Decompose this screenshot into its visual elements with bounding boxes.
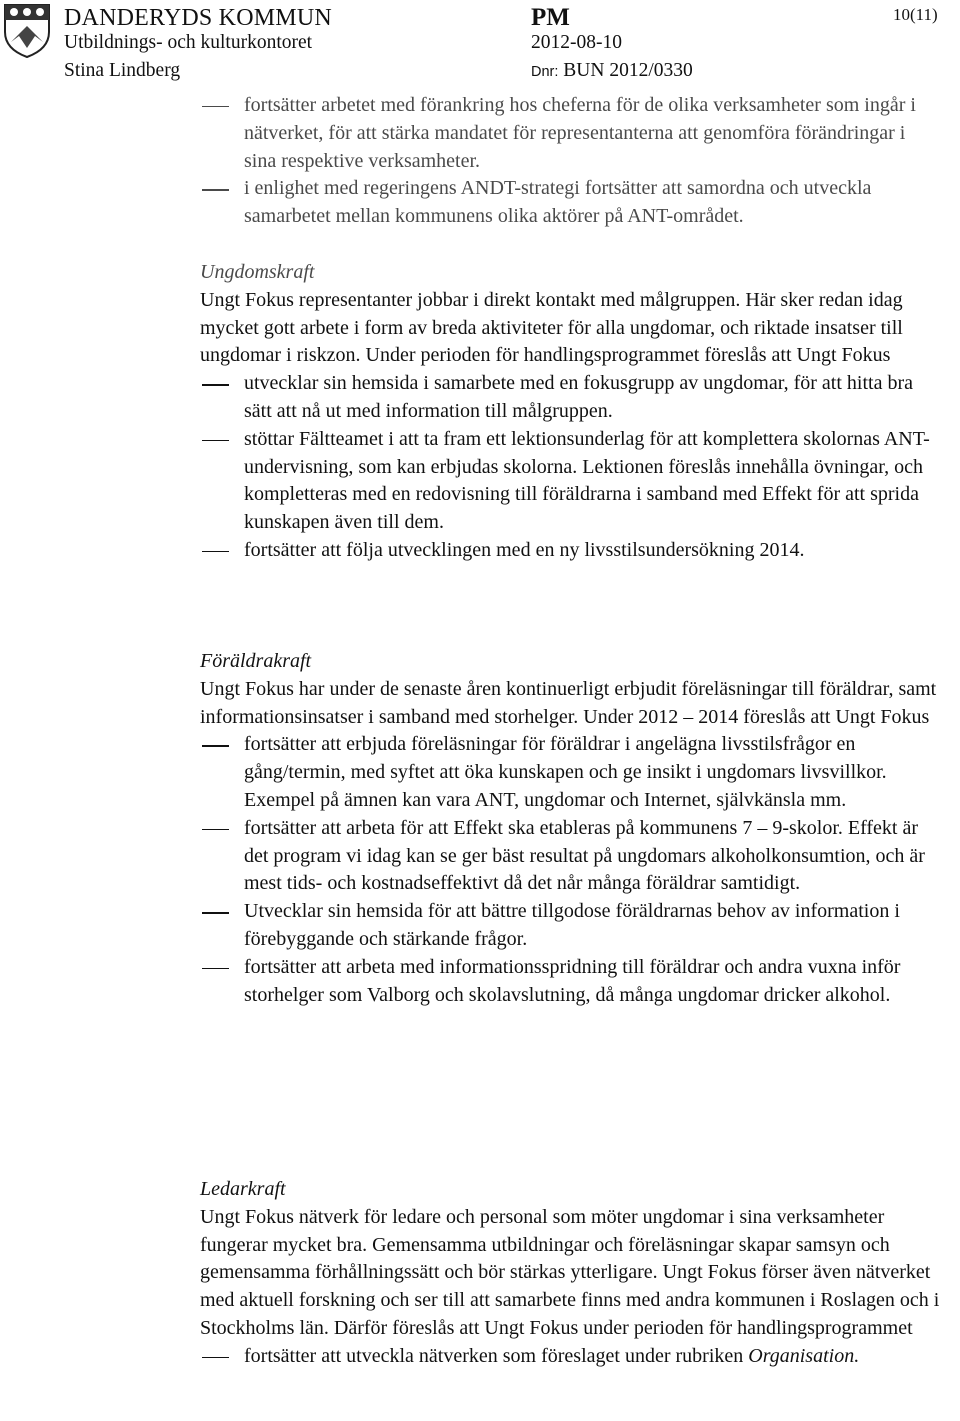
list-item: fortsätter att arbeta med informationsspridning till föräldrar och andra vuxna inför storhelger som Valborg och skolavslutning, då många ungdomar dricker alkohol.	[244, 954, 940, 1010]
list-item: Utvecklar sin hemsida för att bättre tillgodose föräldrarnas behov av information i förebyggande och stärkande frågor.	[244, 898, 940, 954]
ledarkraft-heading: Ledarkraft	[200, 1178, 286, 1200]
diary-number	[531, 61, 693, 81]
ledarkraft-bullet-text: fortsätter att utveckla nätverken som föreslaget under rubriken	[244, 1344, 749, 1367]
ungdomskraft-heading: Ungdomskraft	[200, 261, 315, 283]
page-number: 10(11)	[893, 5, 938, 24]
coat-of-arms-icon	[2, 2, 52, 58]
top-bullet-list	[200, 92, 940, 231]
list-item: utvecklar sin hemsida i samarbete med en fokusgrupp av ungdomar, för att hitta bra sätt att nå ut med information till målgruppen.	[244, 370, 940, 426]
organisation-reference: Organisation.	[748, 1344, 860, 1367]
foraldrakraft-section	[200, 648, 940, 1009]
list-item: fortsätter att arbeta för att Effekt ska etableras på kommunens 7 – 9-skolor. Effekt är det program vi idag kan se ger bäst resultat på ungdomars alkoholkonsumtion, och är mest tids- och kostnadseffektivt då det når många föräldrar samtidigt.	[244, 815, 940, 898]
list-item: fortsätter att erbjuda föreläsningar för föräldrar i angelägna livsstilsfrågor en gång/termin, med syftet att öka kunskapen och ge insikt i ungdomars livsvillkor. Exempel på ämnen kan vara ANT, ungdomar och Internet, självkänsla mm.	[244, 731, 940, 814]
list-item: fortsätter arbetet med förankring hos cheferna för de olika verksamheter som ingår i nätverket, för att stärka mandatet för representanterna att genomföra förändringar i sina respektive verksamheter.	[244, 92, 940, 175]
foraldrakraft-intro: Ungt Fokus har under de senaste åren kontinuerligt erbjudit föreläsningar till föräldrar, samt informationsinsatser i samband med storhelger. Under 2012 – 2014 föreslås att Ungt Fokus	[200, 677, 937, 728]
list-item	[244, 1343, 940, 1371]
top-bullet-block	[200, 92, 940, 231]
foraldrakraft-bullets	[200, 731, 940, 1009]
foraldrakraft-heading: Föräldrakraft	[200, 650, 312, 672]
doc-date: 2012-08-10	[531, 32, 622, 53]
ungdomskraft-bullets	[200, 370, 940, 565]
ledarkraft-section	[200, 1176, 940, 1371]
ledarkraft-intro: Ungt Fokus nätverk för ledare och personal som möter ungdomar i sina verksamheter fungerar mycket bra. Gemensamma utbildningar och föreläsningar skapar samsyn och gemensamma förhållningssätt och bör stärkas ytterligare. Ungt Fokus förser även nätverket med aktuell forskning och ser till att samarbete finns med andra kommunen i Roslagen och i Stockholms län. Därför föreslås att Ungt Fokus under perioden för handlingsprogrammet	[200, 1205, 940, 1339]
list-item: stöttar Fältteamet i att ta fram ett lektionsunderlag för att komplettera skolornas ANT-undervisning, som kan erbjudas skolorna. Lektionen föreslås innehålla övningar, och kompletteras med en redovisning till föräldrarna i samband med Effekt för att sprida kunskapen även till dem.	[244, 426, 940, 537]
ungdomskraft-intro: Ungt Fokus representanter jobbar i direkt kontakt med målgruppen. Här sker redan idag mycket gott arbete i form av breda aktiviteter för alla ungdomar, och riktade insatser till ungdomar i riskzon. Under perioden för handlingsprogrammet föreslås att Ungt Fokus	[200, 288, 903, 367]
ledarkraft-bullets	[200, 1343, 940, 1371]
doc-type: PM	[531, 4, 570, 31]
dnr-label: Dnr:	[531, 64, 559, 80]
list-item: i enlighet med regeringens ANDT-strategi fortsätter att samordna och utveckla samarbetet mellan kommunens olika aktörer på ANT-området.	[244, 175, 940, 231]
author: Stina Lindberg	[64, 60, 181, 81]
department: Utbildnings- och kulturkontoret	[64, 32, 313, 53]
org-name: DANDERYDS KOMMUN	[64, 5, 332, 31]
ungdomskraft-section	[200, 259, 940, 565]
list-item: fortsätter att följa utvecklingen med en ny livsstilsundersökning 2014.	[244, 537, 940, 565]
dnr-value: BUN 2012/0330	[563, 60, 693, 81]
